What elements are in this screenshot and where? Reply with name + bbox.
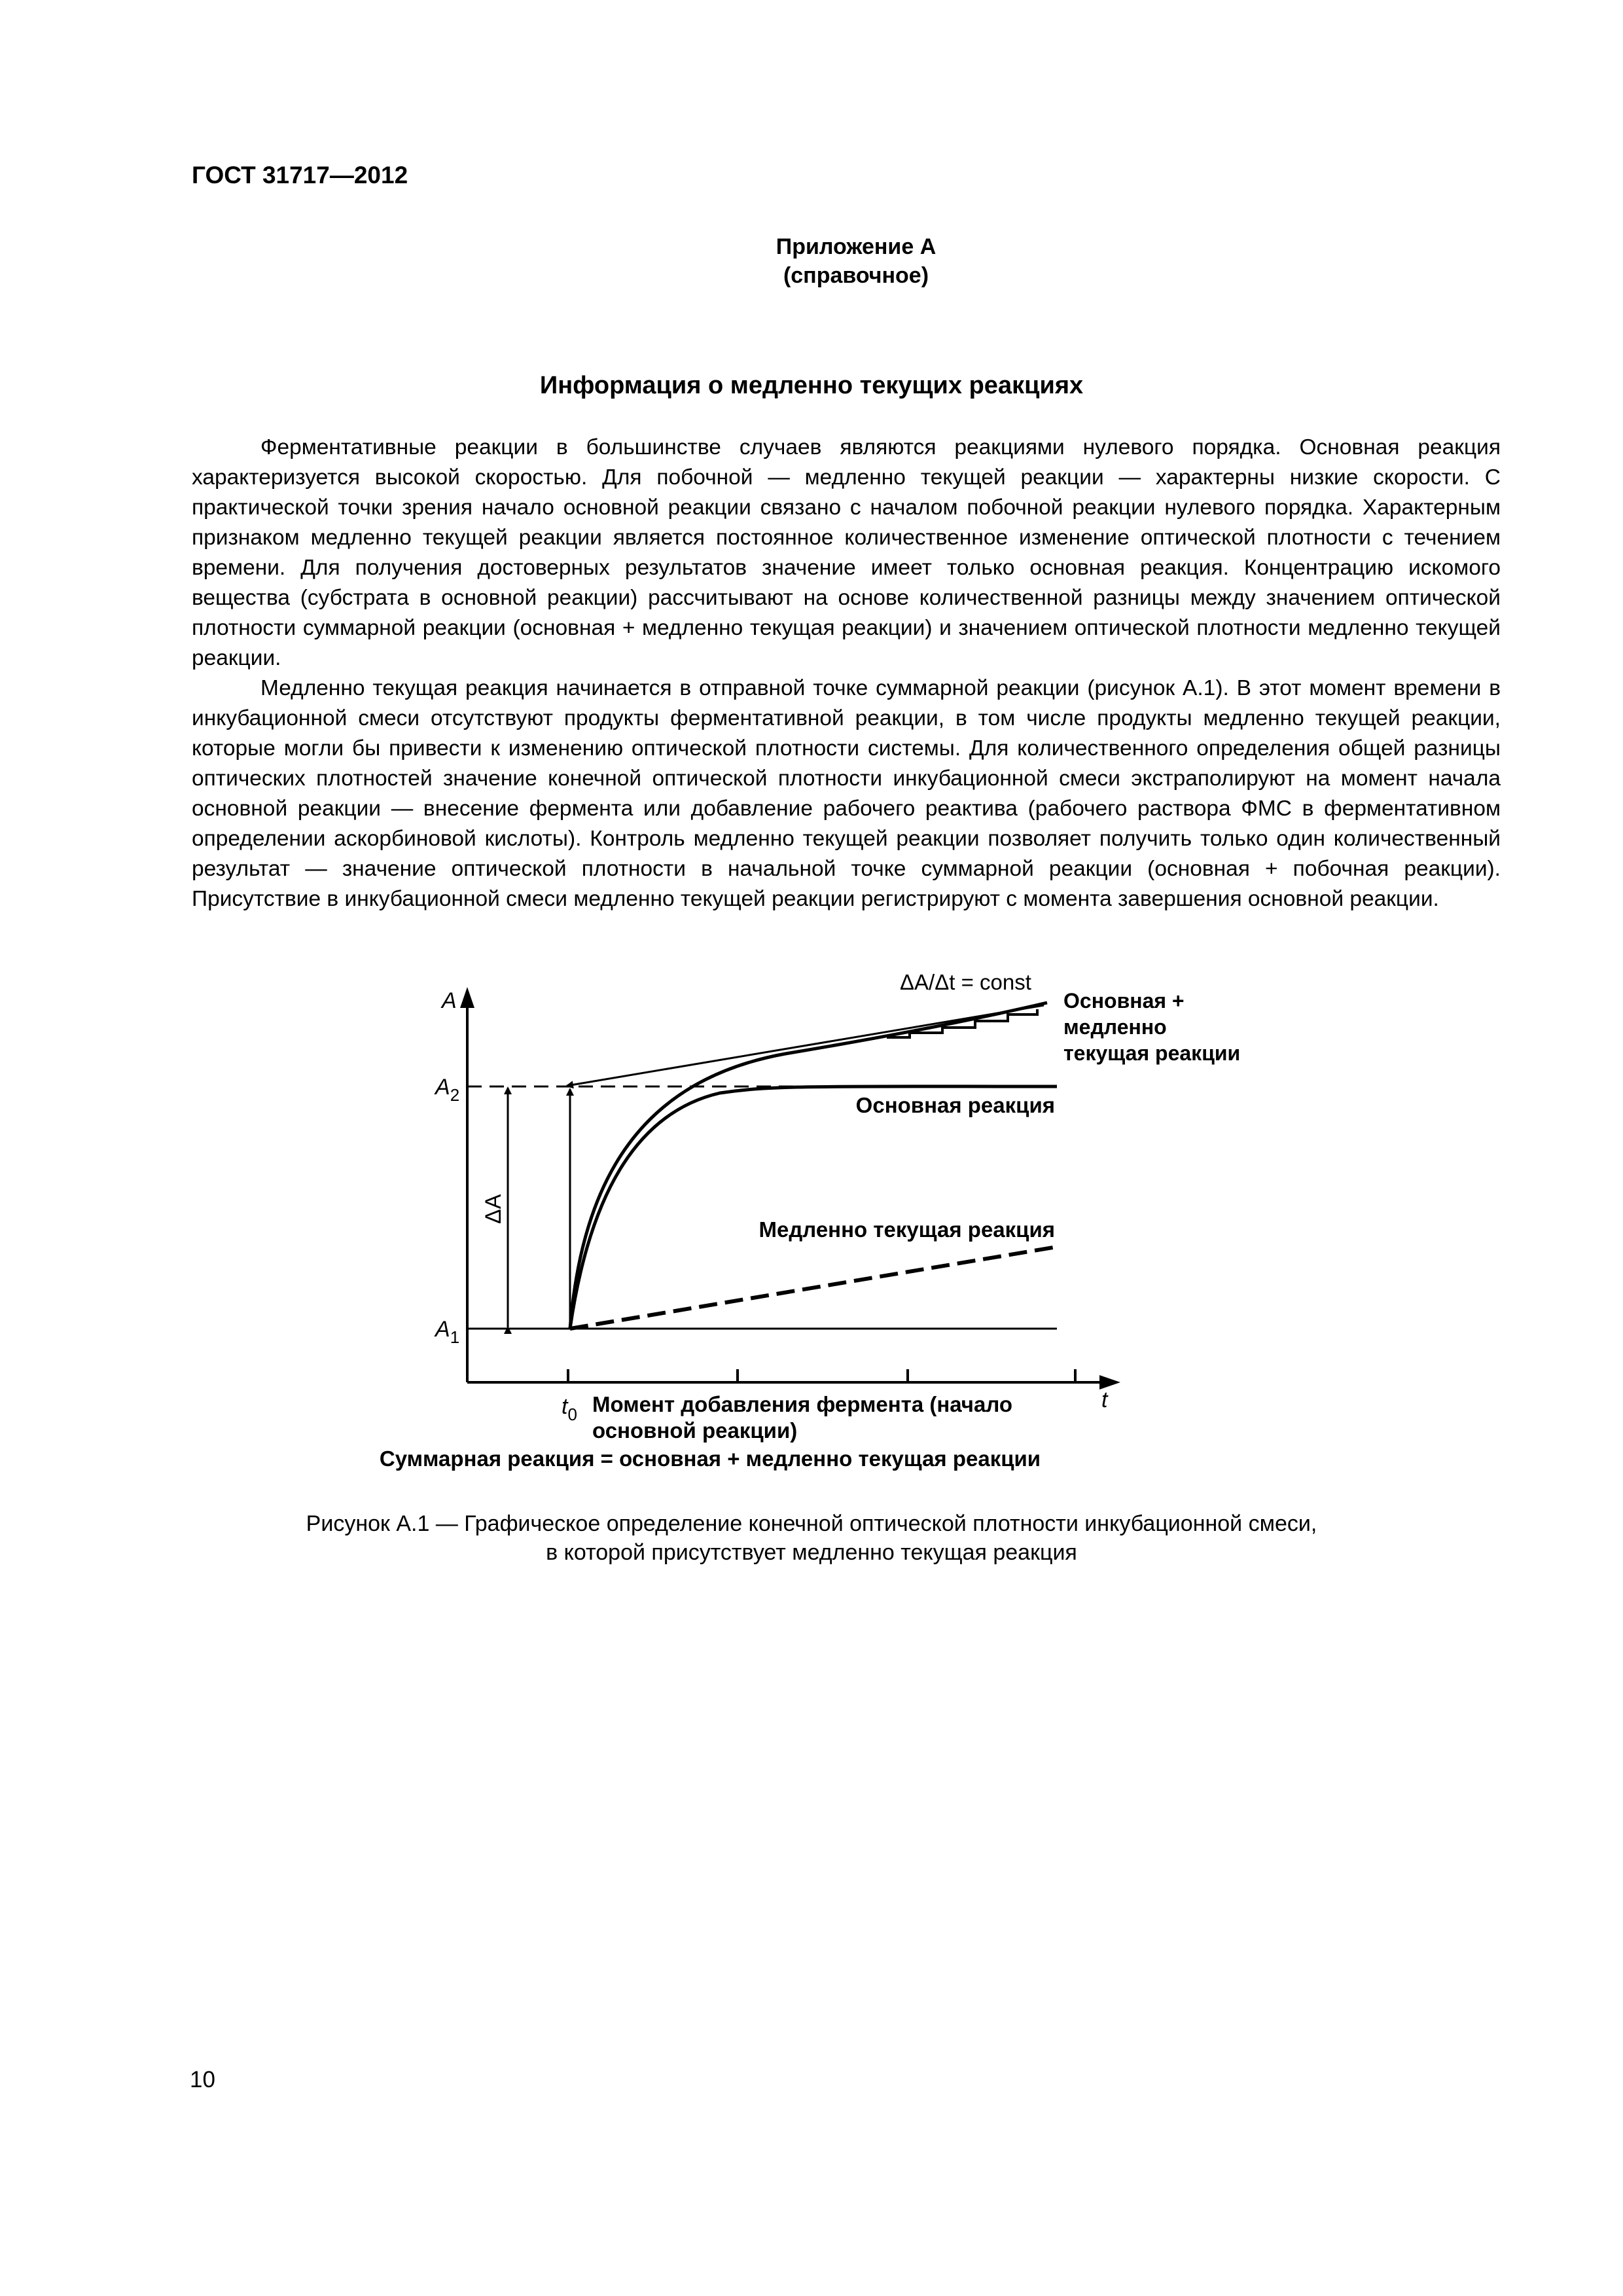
x-axis-label: t [1101, 1388, 1108, 1412]
figure-caption-line1: Рисунок А.1 — Графическое определение конечной оптической плотности инкубационной смеси, [306, 1511, 1317, 1536]
slow-reaction-label: Медленно текущая реакция [758, 1217, 1055, 1242]
appendix-title: Приложение А [776, 234, 936, 259]
y-axis-label: A [442, 988, 457, 1013]
t0-description-2: основной реакции) [592, 1418, 798, 1443]
combined-label-2: медленно [1063, 1015, 1167, 1039]
paragraph: Ферментативные реакции в большинстве случаев являются реакциями нулевого порядка. Основная реакция характеризуется высокой скоростью. Для побочной — медленно текущей реакции — характерны низкие скорости. С практической точки зрения начало основной реакции связано с началом побочной реакции нулевого порядка. Характерным признаком медленно текущей реакции является постоянное количественное изменение оптической плотности с течением времени. Для получения достоверных результатов значение имеет только основная реакция. Концентрацию искомого вещества (субстрата в основной реакции) рассчитывают на основе количественной разницы между значением оптической плотности суммарной реакции (основная + медленно текущая реакции) и значением оптической плотности медленно текущей реакции. [192, 435, 1501, 670]
slope-steps [887, 1009, 1037, 1037]
a2-label-letter: A [435, 1075, 450, 1100]
t0-description-1: Момент добавления фермента (начало [592, 1392, 1013, 1416]
slope-label: ΔA/Δt = const [900, 970, 1031, 994]
a1-label-sub: 1 [450, 1327, 460, 1347]
a1-label-letter: A [435, 1317, 450, 1342]
main-reaction-curve [570, 1086, 1057, 1329]
a2-label-sub: 2 [450, 1085, 460, 1105]
section-title: Информация о медленно текущих реакциях [539, 372, 1084, 399]
document-header: ГОСТ 31717—2012 [192, 162, 408, 188]
figure-caption-line2: в которой присутствует медленно текущая реакция [546, 1540, 1077, 1565]
axes [467, 1001, 1106, 1382]
combined-label-1: Основная + [1063, 989, 1185, 1013]
slow-reaction-line [570, 1247, 1057, 1329]
x-axis-ticks [568, 1369, 1075, 1382]
paragraph: Медленно текущая реакция начинается в отправной точке суммарной реакции (рисунок А.1). В этот момент времени в инкубационной смеси отсутствуют продукты ферментативной реакции, в том числе продукты медленно текущей реакции, которые могли бы привести к изменению оптической плотности системы. Для количественного определения общей разницы оптических плотностей значение конечной оптической плотности инкубационной смеси экстраполируют на момент начала основной реакции — внесение фермента или добавление рабочего реактива (рабочего раствора ФМС в ферментативном определении аскорбиновой кислоты). Контроль медленно текущей реакции позволяет получить только один количественный результат — значение оптической плотности в начальной точке суммарной реакции (основная + побочная реакции). Присутствие в инкубационной смеси медленно текущей реакции регистрируют с момента завершения основной реакции. [192, 676, 1501, 911]
delta-label: ΔA [481, 1194, 506, 1224]
t0-label [562, 1394, 577, 1424]
t0-label-letter: t [562, 1394, 568, 1419]
figure-summary: Суммарная реакция = основная + медленно текущая реакции [379, 1446, 1041, 1471]
combined-reaction-curve [570, 1003, 1047, 1329]
appendix-type: (справочное) [783, 263, 929, 288]
a2-label [434, 1075, 459, 1105]
t0-label-sub: 0 [567, 1405, 577, 1424]
combined-label-3: текущая реакции [1063, 1041, 1241, 1065]
y-axis-arrow [460, 987, 474, 1008]
extrapolation-arrow [567, 1005, 1044, 1086]
a1-label [434, 1317, 459, 1347]
main-reaction-label: Основная реакция [855, 1093, 1055, 1117]
page-number: 10 [190, 2067, 215, 2092]
